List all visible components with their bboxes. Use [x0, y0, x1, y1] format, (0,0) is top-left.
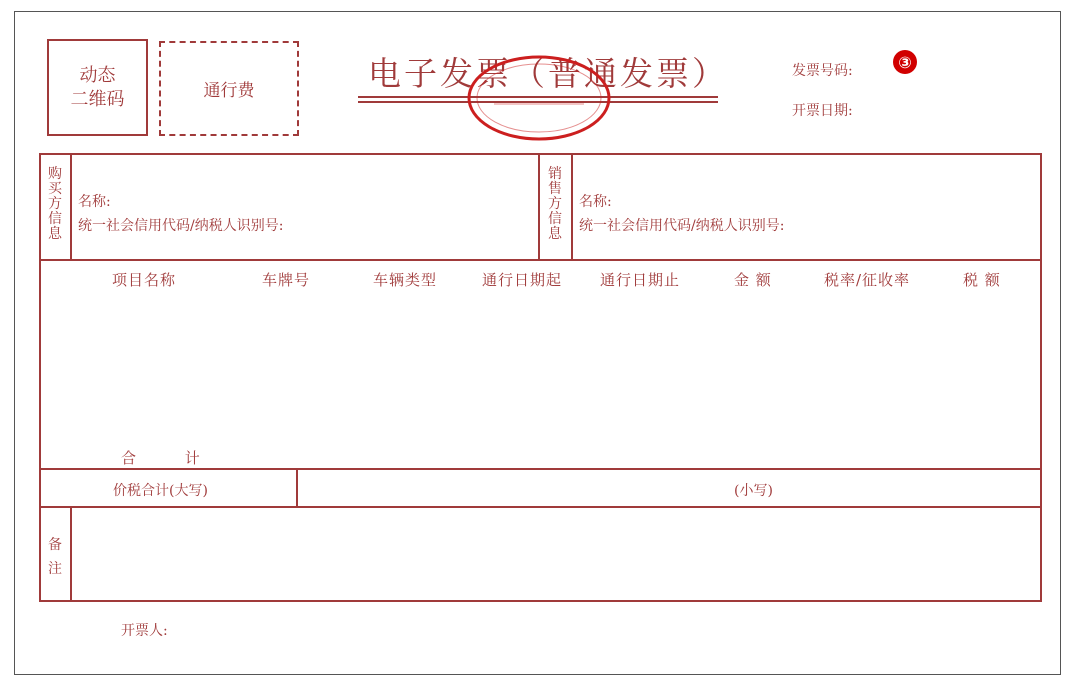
invoice-number-label: 发票号码: [792, 63, 853, 79]
total-uppercase-label: 价税合计(大写) [113, 483, 208, 499]
seller-left-divider [538, 155, 540, 259]
issue-date-label: 开票日期: [792, 103, 853, 119]
dynamic-qr-code-box [47, 39, 148, 136]
buyer-tax-id-label: 统一社会信用代码/纳税人识别号: [78, 218, 284, 234]
qr-label-line1: 动态 [79, 64, 116, 86]
col-item-name: 项目名称 [112, 271, 177, 289]
row-divider-totals [41, 506, 1040, 508]
seller-side-label: 销 售 方 信 息 [548, 166, 562, 242]
remarks-side-divider [70, 506, 72, 600]
buyer-side-label: 购 买 方 信 息 [48, 166, 62, 242]
invoice-title: 电子发票（普通发票） [368, 54, 728, 93]
seller-tax-id-label: 统一社会信用代码/纳税人识别号: [579, 218, 785, 234]
tax-bureau-seal-icon [464, 52, 614, 144]
totals-divider [296, 468, 298, 506]
seller-side-divider [571, 155, 573, 259]
col-vehicle-type: 车辆类型 [373, 271, 438, 289]
invoice-table [39, 153, 1042, 602]
col-tax-amount: 税 额 [963, 271, 1001, 289]
issuer-label: 开票人: [121, 623, 168, 639]
invoice-number-marker: ③ [893, 50, 917, 74]
col-tax-rate: 税率/征收率 [824, 271, 911, 289]
col-amount: 金 额 [734, 271, 772, 289]
items-total-label: 合 计 [121, 449, 201, 467]
remarks-side-label: 备 注 [48, 537, 62, 577]
toll-box [159, 41, 299, 136]
total-lowercase-label: (小写) [734, 483, 773, 499]
row-divider-parties [41, 259, 1040, 261]
seller-name-label: 名称: [579, 194, 612, 210]
col-date-end: 通行日期止 [600, 271, 681, 289]
buyer-side-divider [70, 155, 72, 259]
col-date-start: 通行日期起 [482, 271, 563, 289]
qr-label-line2: 二维码 [70, 88, 125, 110]
row-divider-items [41, 468, 1040, 470]
buyer-name-label: 名称: [78, 194, 111, 210]
col-plate-number: 车牌号 [262, 271, 311, 289]
toll-label: 通行费 [203, 81, 255, 101]
